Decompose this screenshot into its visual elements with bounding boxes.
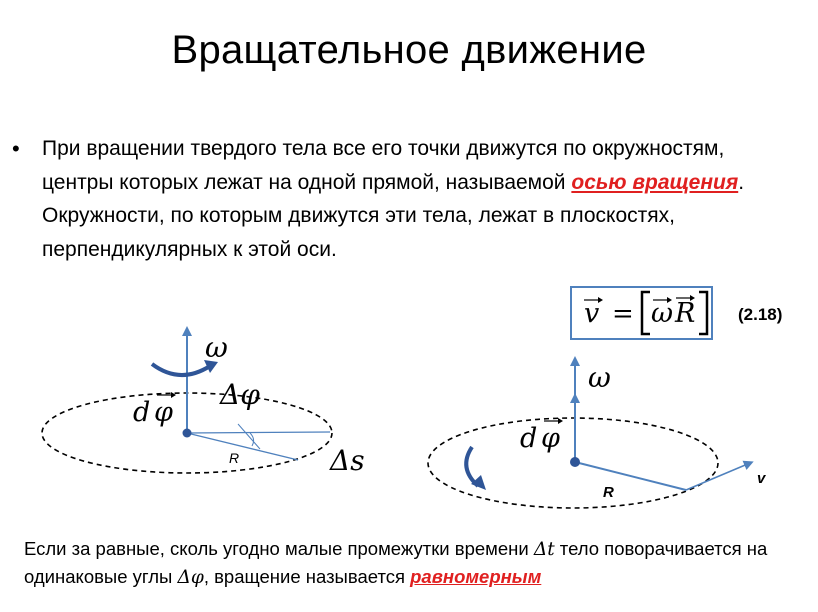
left-delta-phi: Δφ bbox=[220, 378, 260, 411]
bullet-text-after: . Окружности, по которым движутся эти тела, лежат в плоскостях, перпендикулярных к этой оси. bbox=[42, 170, 745, 261]
bottom-text-2: тело поворачивается на одинаковые углы bbox=[24, 538, 768, 587]
right-diagram bbox=[428, 360, 767, 508]
uniform-term: равномерным bbox=[410, 566, 542, 587]
right-dphi-phi: φ bbox=[541, 423, 560, 454]
bullet-text-before: При вращении твердого тела все его точки движутся по окружностям, центры которых лежат на одной прямой, называемой bbox=[42, 137, 725, 194]
right-dphi-d: d bbox=[520, 423, 538, 454]
formula-lhs: v bbox=[584, 298, 600, 329]
right-radius bbox=[575, 462, 686, 490]
right-omega-label: ω bbox=[588, 361, 611, 394]
formula-eq: = bbox=[612, 299, 634, 329]
formula-omega: ω bbox=[651, 298, 674, 329]
left-diagram bbox=[42, 330, 365, 477]
right-radius-label: R bbox=[603, 484, 614, 501]
left-rotation-arrow-icon bbox=[152, 364, 210, 375]
rotation-axis-term: осью вращения bbox=[571, 170, 739, 194]
left-dphi-d: d bbox=[133, 397, 151, 428]
left-radius-1 bbox=[187, 432, 330, 433]
left-radius-label: R bbox=[229, 450, 240, 466]
page-title: Вращательное движение bbox=[171, 28, 647, 72]
bottom-text-1: Если за равные, сколь угодно малые промежутки времени bbox=[24, 538, 534, 559]
bullet-dot-icon: • bbox=[12, 136, 20, 161]
formula-r: R bbox=[675, 298, 696, 329]
right-velocity-label: v bbox=[757, 470, 766, 487]
left-delta-s: Δs bbox=[330, 444, 365, 477]
bottom-text-3: , вращение называется bbox=[203, 566, 411, 587]
left-center-dot bbox=[183, 429, 192, 438]
left-dphi-phi: φ bbox=[154, 397, 173, 428]
bottom-definition bbox=[24, 535, 804, 591]
equation-number: (2.18) bbox=[738, 305, 783, 324]
bottom-dphi: Δφ bbox=[177, 567, 204, 588]
left-omega-label: ω bbox=[205, 331, 228, 364]
bottom-dt: Δt bbox=[533, 539, 555, 560]
left-angle-marker bbox=[238, 424, 260, 449]
left-radius-2 bbox=[187, 433, 298, 460]
right-center-dot bbox=[570, 457, 580, 467]
